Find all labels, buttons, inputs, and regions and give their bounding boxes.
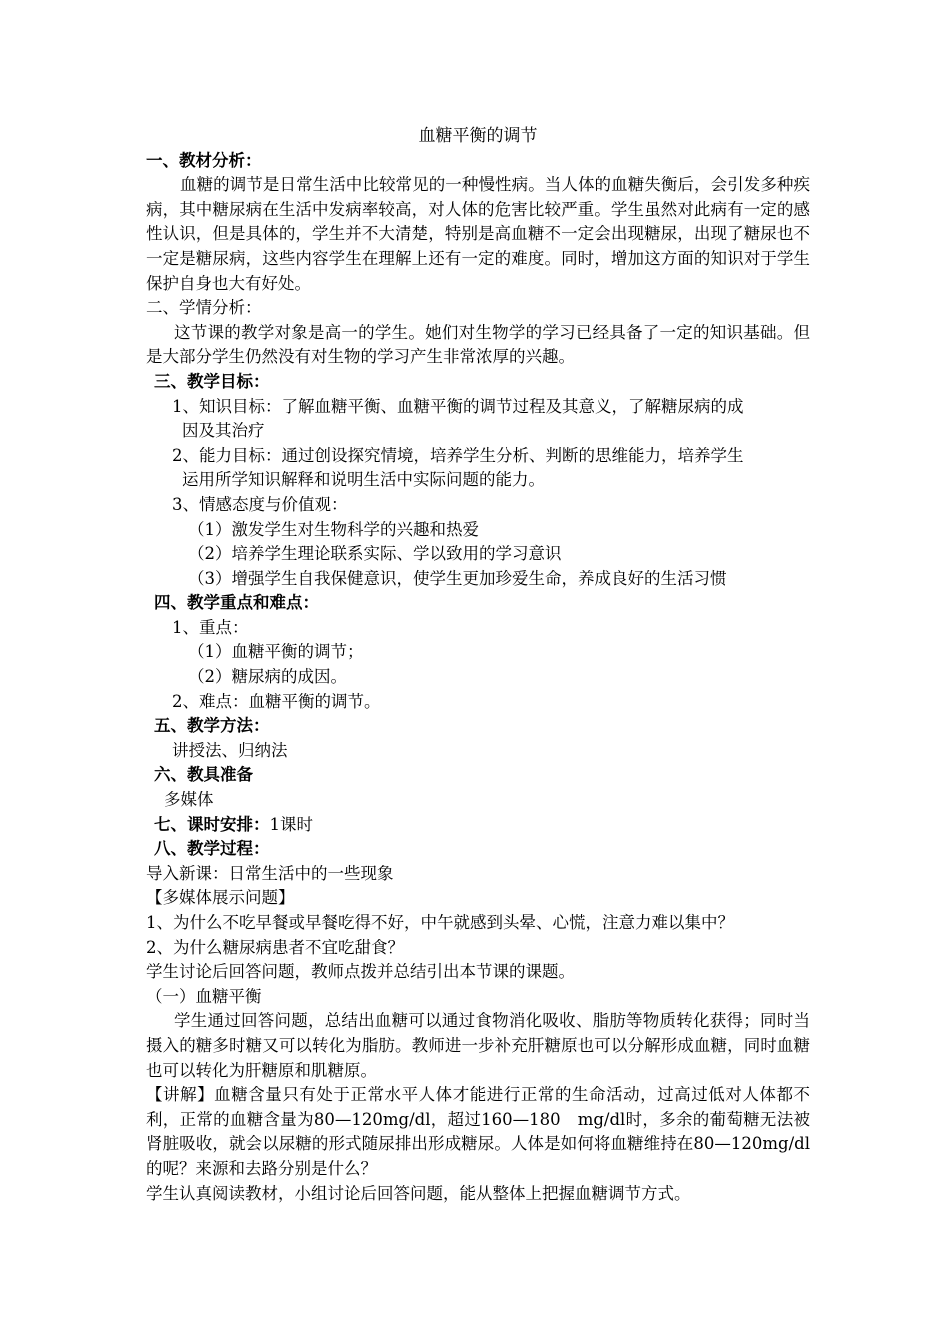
document-page [146, 124, 810, 1206]
goal-2-line-1: 2、能力目标：通过创设探究情境，培养学生分析、判断的思维能力，培养学生 [172, 445, 744, 465]
section-7-label: 七、课时安排： [154, 814, 270, 834]
goal-3-item-1: （1）激发学生对生物科学的兴趣和热爱 [188, 519, 479, 539]
key-point: 1、重点： [172, 617, 249, 637]
question-2: 2、为什么糖尿病患者不宜吃甜食？ [146, 937, 404, 957]
goal-1-line-1: 1、知识目标：了解血糖平衡、血糖平衡的调节过程及其意义，了解糖尿病的成 [172, 396, 744, 416]
section-heading-7 [146, 813, 810, 838]
goal-3-item-3: （3）增强学生自我保健意识，使学生更加珍爱生命，养成良好的生活习惯 [188, 568, 727, 588]
section-heading-3: 三、教学目标： [154, 371, 270, 391]
section-2-text: 这节课的教学对象是高一的学生。她们对生物学的学习已经具备了一定的知识基础。但是大部分学生仍然没有对生物的学习产生非常浓厚的兴趣。 [146, 322, 810, 367]
lesson-intro: 导入新课：日常生活中的一些现象 [146, 863, 394, 883]
goal-3-item-2: （2）培养学生理论联系实际、学以致用的学习意识 [188, 544, 562, 564]
explanation-paragraph: 【讲解】血糖含量只有处于正常水平人体才能进行正常的生命活动，过高过低对人体都不利，正常的血糖含量为80—120mg/dl，超过160—180 mg/dl时，多余的葡萄糖无法被肾脏吸收，就会以尿糖的形式随尿排出形成糖尿。人体是如何将血糖维持在80—120mg/dl的呢？来源和去路分别是什么？ [146, 1085, 810, 1178]
goal-2-line-2: 运用所学知识解释和说明生活中实际问题的能力。 [182, 470, 545, 490]
section-heading-2: 二、学情分析： [146, 298, 262, 318]
subsection-1-paragraph: 学生通过回答问题，总结出血糖可以通过食物消化吸收、脂肪等物质转化获得；同时当摄入的糖多时糖又可以转化为脂肪。教师进一步补充肝糖原也可以分解形成血糖，同时血糖也可以转化为肝糖原和肌糖原。 [146, 1011, 810, 1080]
media-label: 【多媒体展示问题】 [146, 888, 295, 908]
section-5-text: 讲授法、归纳法 [172, 740, 288, 760]
question-1: 1、为什么不吃早餐或早餐吃得不好，中午就感到头晕、心慌，注意力难以集中？ [146, 913, 734, 932]
doc-title: 血糖平衡的调节 [418, 126, 538, 146]
section-heading-8: 八、教学过程： [154, 839, 270, 859]
key-point-item-2: （2）糖尿病的成因。 [188, 667, 347, 687]
reading-note: 学生认真阅读教材，小组讨论后回答问题，能从整体上把握血糖调节方式。 [146, 1183, 691, 1203]
section-heading-6: 六、教具准备 [154, 765, 253, 785]
section-heading-4: 四、教学重点和难点： [154, 593, 319, 613]
section-heading-1: 一、教材分析： [146, 150, 262, 170]
subsection-1-heading: （一）血糖平衡 [146, 986, 262, 1006]
goal-1-line-2: 因及其治疗 [182, 421, 265, 441]
section-6-text: 多媒体 [164, 790, 214, 810]
goal-3: 3、情感态度与价值观： [172, 494, 348, 514]
section-7-value: 1课时 [269, 814, 313, 834]
section-1-text: 血糖的调节是日常生活中比较常见的一种慢性病。当人体的血糖失衡后，会引发多种疾病，其中糖尿病在生活中发病率较高，对人体的危害比较严重。学生虽然对此病有一定的感性认识，但是具体的，学生并不大清楚，特别是高血糖不一定会出现糖尿，出现了糖尿也不一定是糖尿病，这些内容学生在理解上还有一定的难度。同时，增加这方面的知识对于学生保护自身也大有好处。 [146, 175, 810, 293]
difficult-point: 2、难点：血糖平衡的调节。 [172, 691, 381, 711]
section-heading-5: 五、教学方法： [154, 716, 270, 736]
discussion-note: 学生讨论后回答问题，教师点拨并总结引出本节课的课题。 [146, 962, 575, 982]
key-point-item-1: （1）血糖平衡的调节； [188, 642, 364, 662]
